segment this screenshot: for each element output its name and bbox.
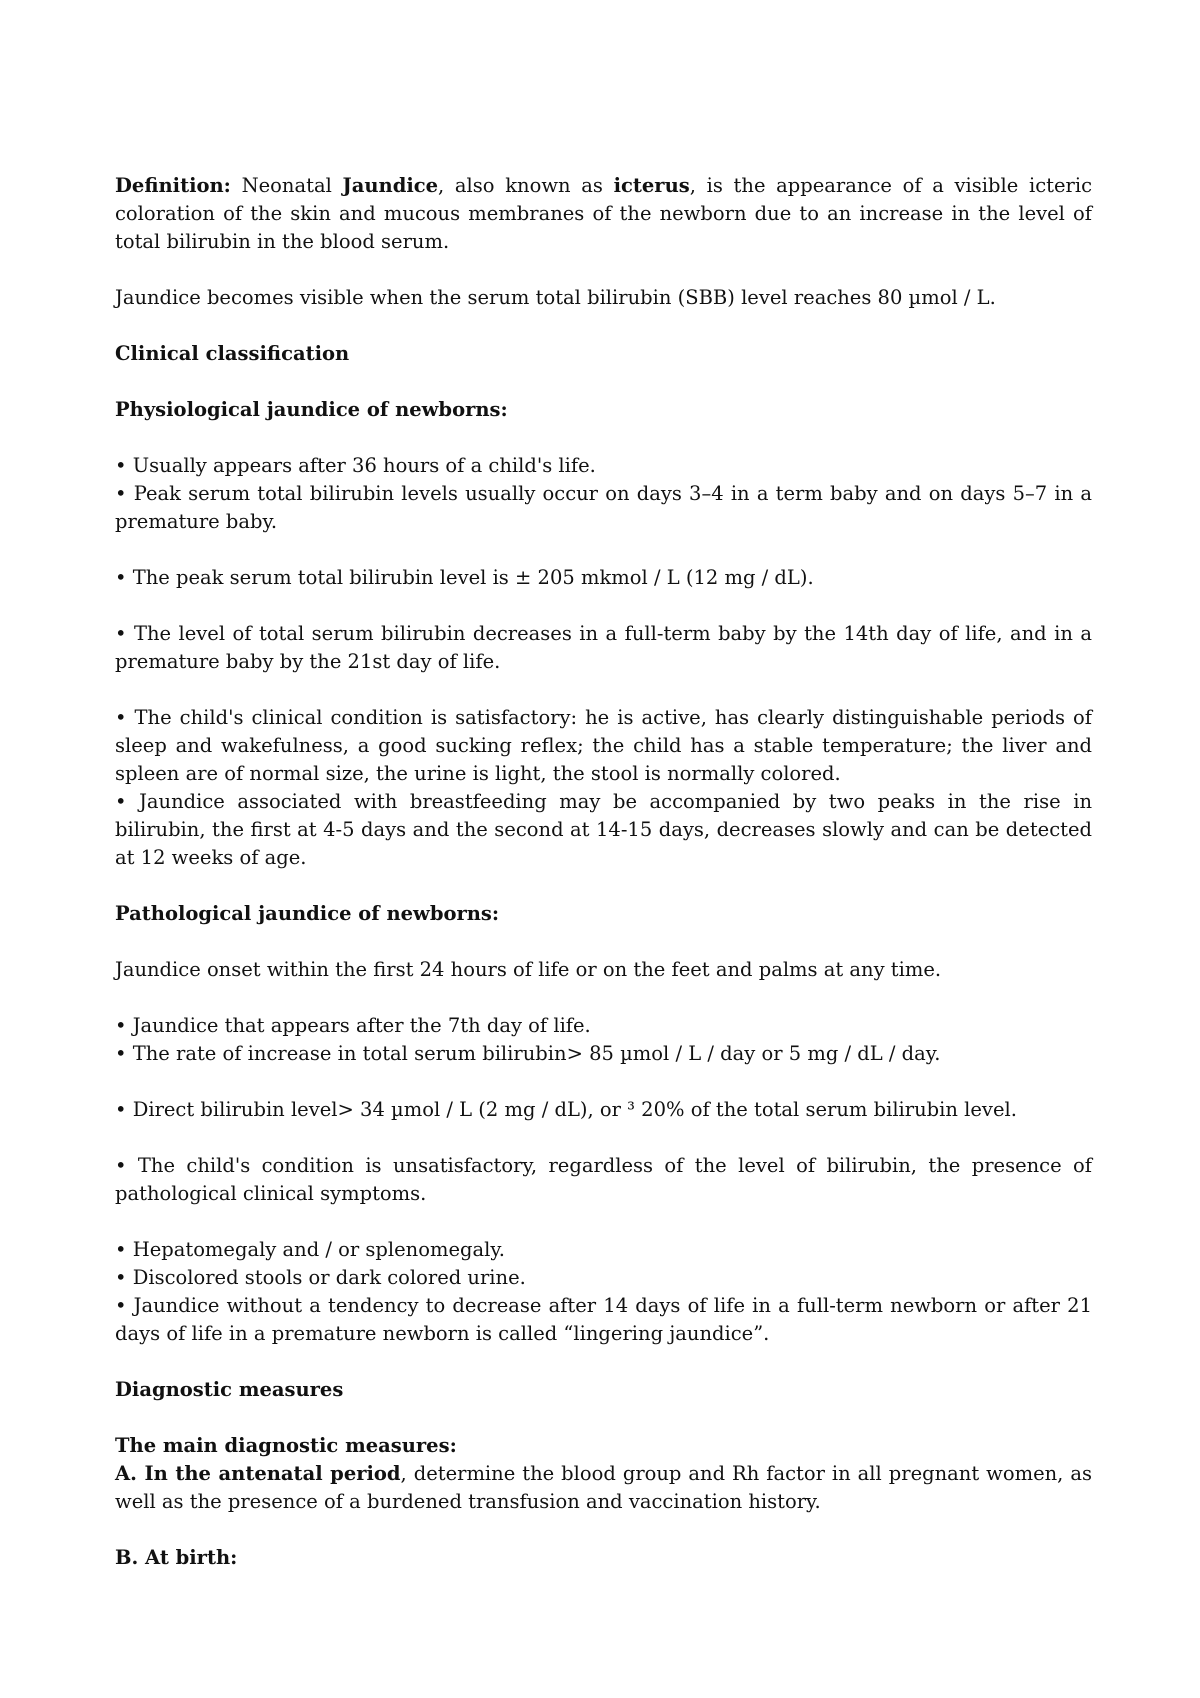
physiological-heading: Physiological jaundice of newborns: [115, 398, 508, 421]
physiological-bullet-4: • The level of total serum bilirubin decreases in a full-term baby by the 14th day of life, and in a premature baby by the 21st day of life. [115, 622, 1092, 673]
pathological-bullet-7: • Jaundice without a tendency to decrease after 14 days of life in a full-term newborn or after 21 days of life in a premature newborn is called “lingering jaundice”. [115, 1294, 1092, 1345]
pathological-bullet-1: • Jaundice that appears after the 7th day of life. [115, 1014, 591, 1037]
definition-text-2: , also known as [438, 174, 614, 197]
term-icterus: icterus [613, 174, 690, 197]
diagnostic-measures-heading: Diagnostic measures [115, 1378, 344, 1401]
physiological-bullet-2: • Peak serum total bilirubin levels usually occur on days 3–4 in a term baby and on days 5–7 in a premature baby. [115, 482, 1092, 533]
definition-text-3: , is the appearance of a visible icteric coloration of the skin and mucous membranes of the newborn due to an increase in the level of total bilirubin in the blood serum. [115, 174, 1093, 253]
pathological-intro: Jaundice onset within the first 24 hours of life or on the feet and palms at any time. [115, 958, 942, 981]
pathological-heading: Pathological jaundice of newborns: [115, 902, 500, 925]
pathological-bullet-5: • Hepatomegaly and / or splenomegaly. [115, 1238, 505, 1261]
term-jaundice: Jaundice [342, 174, 439, 197]
definition-paragraph [115, 172, 1092, 256]
visibility-threshold-paragraph: Jaundice becomes visible when the serum total bilirubin (SBB) level reaches 80 µmol / L. [115, 286, 996, 309]
pathological-bullet-2: • The rate of increase in total serum bilirubin> 85 µmol / L / day or 5 mg / dL / day. [115, 1042, 941, 1065]
pathological-bullet-6: • Discolored stools or dark colored urine. [115, 1266, 526, 1289]
antenatal-paragraph [115, 1460, 1092, 1516]
physiological-bullet-1: • Usually appears after 36 hours of a child's life. [115, 454, 596, 477]
at-birth-heading: B. At birth: [115, 1546, 238, 1569]
main-diagnostic-heading: The main diagnostic measures: [115, 1434, 457, 1457]
antenatal-text: , determine the blood group and Rh factor in all pregnant women, as well as the presence of a burdened transfusion and vaccination history. [115, 1462, 1092, 1513]
pathological-bullet-3: • Direct bilirubin level> 34 µmol / L (2 mg / dL), or ³ 20% of the total serum bilirubin level. [115, 1098, 1017, 1121]
pathological-bullet-4: • The child's condition is unsatisfactory, regardless of the level of bilirubin, the presence of pathological clinical symptoms. [115, 1154, 1092, 1205]
physiological-bullet-5: • The child's clinical condition is satisfactory: he is active, has clearly distinguishable periods of sleep and wakefulness, a good sucking reflex; the child has a stable temperature; the liver and spleen are of normal size, the urine is light, the stool is normally colored. [115, 706, 1092, 785]
document-page [115, 172, 1092, 1600]
definition-text-1: Neonatal [230, 174, 343, 197]
physiological-bullet-3: • The peak serum total bilirubin level is ± 205 mkmol / L (12 mg / dL). [115, 566, 814, 589]
clinical-classification-heading: Clinical classification [115, 342, 350, 365]
definition-label: Definition: [115, 174, 231, 197]
physiological-bullet-6: • Jaundice associated with breastfeeding may be accompanied by two peaks in the rise in bilirubin, the first at 4-5 days and the second at 14-15 days, decreases slowly and can be detected at 12 weeks of age. [115, 790, 1092, 869]
antenatal-label: A. In the antenatal period [115, 1462, 401, 1485]
